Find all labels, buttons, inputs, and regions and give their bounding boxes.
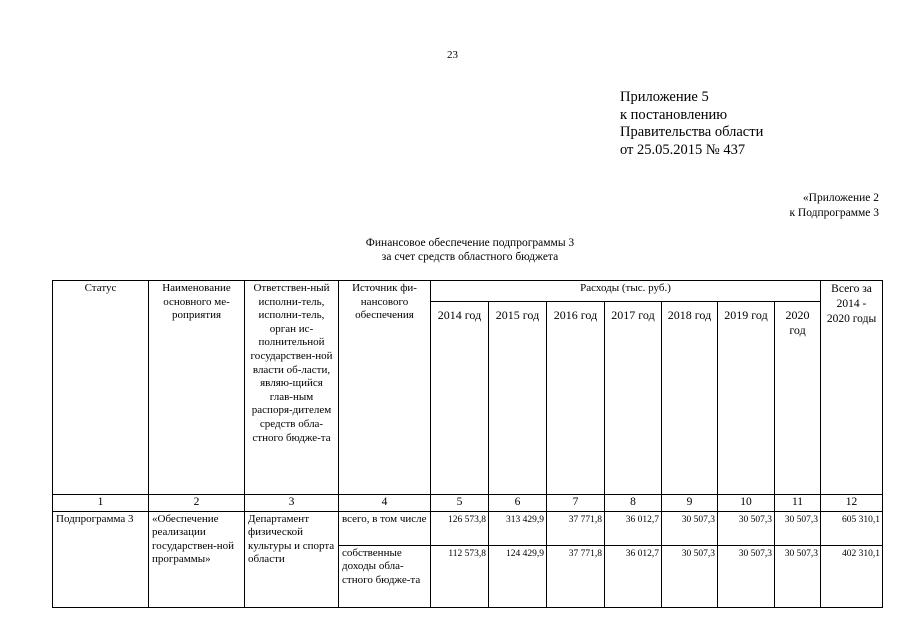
total-cell: 605 310,1 [821,511,883,545]
value-cell: 126 573,8 [431,511,489,545]
title-line-2: за счет средств областного бюджета [381,251,559,263]
header-year: 2018 год [662,302,718,495]
appendix-line-1: Приложение 5 [620,89,709,105]
header-year: 2015 год [489,302,547,495]
header-executor: Ответствен-ный исполни-тель, исполни-тель, орган ис-полнительной государствен-ной власти об-ласти, являю-щийся глав-ным распоря-дителем средств обла-стного бюдже-та [245,281,339,495]
column-number: 9 [662,495,718,512]
column-number: 7 [547,495,605,512]
header-year: 2020 год [775,302,821,495]
value-cell: 30 507,3 [718,511,775,545]
header-total: Всего за 2014 - 2020 годы [821,281,883,495]
column-number: 10 [718,495,775,512]
source-label: собственные доходы обла-стного бюдже-та [339,545,431,607]
header-expenses: Расходы (тыс. руб.) [431,281,821,302]
row-measure: «Обеспечение реализации государствен-ной программы» [149,511,245,607]
column-number: 8 [605,495,662,512]
header-year: 2014 год [431,302,489,495]
appendix-line-2: к постановлению [620,106,728,123]
header-status: Статус [53,281,149,495]
total-cell: 402 310,1 [821,545,883,607]
value-cell: 37 771,8 [547,511,605,545]
column-number: 12 [821,495,883,512]
value-cell: 30 507,3 [662,511,718,545]
header-year: 2017 год [605,302,662,495]
header-measure: Наименование основного ме-роприятия [149,281,245,495]
value-cell: 30 507,3 [775,511,821,545]
title-line-1: Финансовое обеспечение подпрограммы 3 [365,237,575,249]
row-executor: Департамент физической культуры и спорта области [245,511,339,607]
value-cell: 36 012,7 [605,511,662,545]
header-source: Источник фи-нансового обеспечения [339,281,431,495]
appendix-line-4: от 25.05.2015 № 437 [620,141,746,158]
document-title [280,236,660,264]
value-cell: 37 771,8 [547,545,605,607]
value-cell: 36 012,7 [605,545,662,607]
column-number: 5 [431,495,489,512]
appendix-header [620,89,763,159]
page-number: 23 [447,49,458,61]
value-cell: 112 573,8 [431,545,489,607]
value-cell: 30 507,3 [662,545,718,607]
column-number: 4 [339,495,431,512]
row-status: Подпрограмма 3 [53,511,149,607]
column-number: 2 [149,495,245,512]
value-cell: 30 507,3 [775,545,821,607]
column-number: 6 [489,495,547,512]
header-year: 2016 год [547,302,605,495]
source-label: всего, в том числе [339,511,431,545]
appendix-line-3: Правительства области [620,124,764,140]
quoted-appendix-header [789,191,879,221]
value-cell: 313 429,9 [489,511,547,545]
column-number: 3 [245,495,339,512]
column-number-row [53,495,883,512]
quoted-appendix-line-1: «Приложение 2 [802,192,879,204]
column-number: 1 [53,495,149,512]
financing-table [52,280,883,608]
value-cell: 124 429,9 [489,545,547,607]
column-number: 11 [775,495,821,512]
table-row [53,511,883,545]
quoted-appendix-line-2: к Подпрограмме 3 [789,207,879,219]
value-cell: 30 507,3 [718,545,775,607]
header-year: 2019 год [718,302,775,495]
